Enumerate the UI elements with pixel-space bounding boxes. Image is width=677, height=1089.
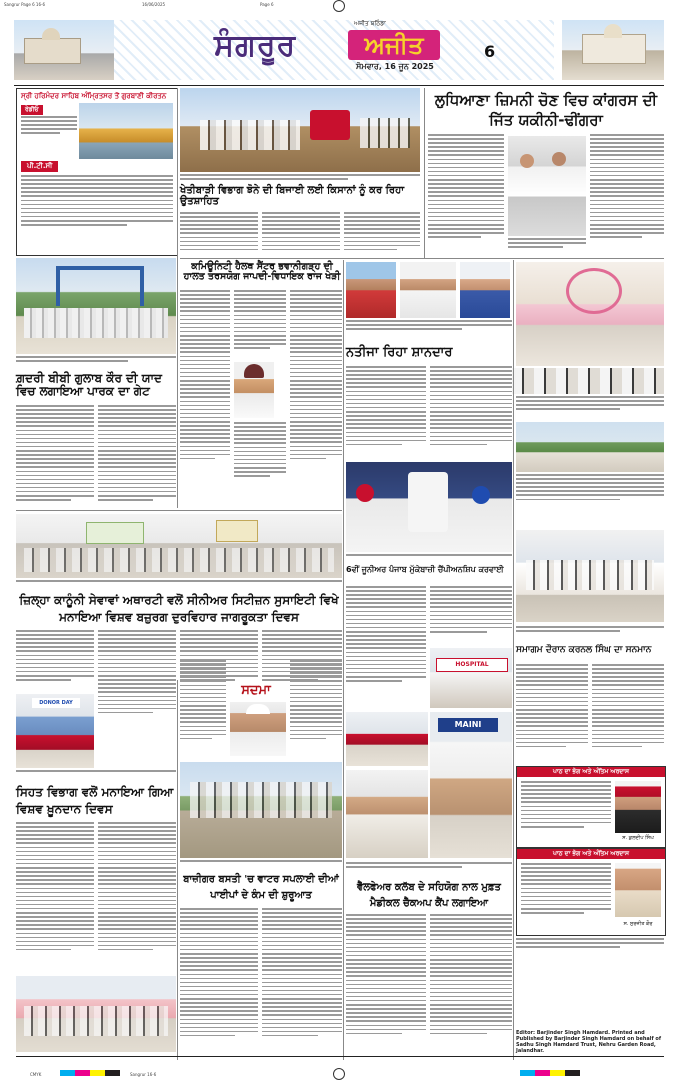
headline-sadma: ਸਦਮਾ — [241, 683, 271, 698]
print-strip-left: Sangrur Page 6 16-6 — [4, 2, 46, 7]
donor-day-banner: DONOR DAY — [32, 698, 80, 708]
registration-mark-icon — [333, 0, 345, 12]
sidebar-ad-title: ਸ੍ਰੀ ਹਰਿਮੰਦਰ ਸਾਹਿਬ ਅੰਮ੍ਰਿਤਸਰ ਤੋਂ ਗੁਰਬਾਣੀ ਕੀਰਤਨ — [21, 92, 167, 100]
golden-temple-image — [79, 103, 173, 159]
farm-caption — [180, 174, 420, 184]
medical-body-col2 — [430, 914, 512, 1054]
page-number: 6 — [484, 42, 496, 61]
column-rule-5 — [177, 680, 178, 1060]
ad-bhog-2-caption: ਸ. ਸੁਰਜੀਤ ਕੌਰ — [623, 921, 653, 927]
headline-honour: ਸਮਾਗਮ ਦੌਰਾਨ ਕਰਨਲ ਸਿੰਘ ਦਾ ਸਨਮਾਨ — [516, 645, 652, 655]
sidebar-ad — [16, 88, 178, 256]
ad-bhog-1-text — [521, 781, 611, 843]
dhingra-caption — [508, 238, 586, 258]
medical-camp-photo-3 — [430, 712, 512, 858]
sidebar-ad-tag-radio: ਰੇਡੀਓ — [21, 105, 43, 115]
dhingra-photo — [508, 136, 586, 236]
imprint: Editor: Barjinder Singh Hamdard. Printed and Published by Barjinder Singh Hamdard on behalf of Sadhu Singh Hamdard Trust, Nehru Garden Road, Jalandhar. — [516, 1030, 662, 1054]
headline-blood-donation: ਸਿਹਤ ਵਿਭਾਗ ਵਲੋਂ ਮਨਾਇਆ ਗਿਆ ਵਿਸ਼ਵ ਖ਼ੂਨਦਾਨ ਦਿਵਸ — [16, 785, 174, 816]
ad-bhog-1-title: ਪਾਠ ਦਾ ਭੋਗ ਅਤੇ ਅੰਤਿਮ ਅਰਦਾਸ — [517, 767, 665, 777]
headline-legal-authority: ਜ਼ਿਲ੍ਹਾ ਕਾਨੂੰਨੀ ਸੇਵਾਵਾਂ ਅਥਾਰਟੀ ਵਲੋਂ ਸੀਨੀਅਰ ਸਿਟੀਜ਼ਨ ਸੁਸਾਇਟੀ ਵਿਖੇ ਮਨਾਇਆ ਵਿਸ਼ਵ ਬਜ਼ੁਰਗ ਦੁਰਵਿਹਾਰ ਜਾਗਰੂਕਤਾ ਦਿਵਸ — [19, 593, 339, 624]
main-body-col3 — [590, 134, 664, 258]
masthead-title-right: ਅਜੀਤ — [348, 30, 440, 60]
headline-health-center: ਕਮਿਊਨਿਟੀ ਹੈਲਥ ਸੈਂਟਰ ਭਵਾਨੀਗੜ੍ਹ ਦੀ ਹਾਲਤ ਤਰਸਯੋਗ ਜਾਪਦੀ-ਵਿਧਾਇਕ ਰਾਜ ਖੇੜੀ — [183, 261, 341, 282]
boxing-caption — [346, 554, 512, 562]
legal-body-col2 — [98, 630, 176, 730]
student-photo-1 — [346, 262, 396, 318]
gate-caption — [16, 356, 176, 368]
masthead-left-image — [14, 20, 114, 80]
ad-bhog-2 — [516, 848, 666, 936]
print-strip-bottom — [0, 1064, 677, 1086]
row-rule-1 — [180, 258, 664, 259]
blood-bottom-photo — [16, 976, 176, 1052]
maini-banner: MAINI — [438, 718, 498, 732]
ad-bhog-1-caption: ਸ. ਕੁਲਦੀਪ ਸਿੰਘ — [622, 835, 654, 841]
registration-mark-bottom-icon — [333, 1068, 345, 1080]
water-caption — [180, 860, 342, 868]
students-caption — [346, 320, 512, 340]
sadma-right-text — [290, 660, 342, 760]
sidebar-ad-text-2 — [21, 175, 173, 251]
column-rule-1 — [177, 88, 178, 508]
ribbon-cutting-photo — [516, 262, 664, 366]
headline-medical-camp: ਵੈੱਲਫੇਅਰ ਕਲੱਬ ਦੇ ਸਹਿਯੋਗ ਨਾਲ ਮੁਫ਼ਤ ਮੈਡੀਕਲ ਚੈੱਕਅਪ ਕੈਂਪ ਲਗਾਇਆ — [357, 882, 501, 909]
ad-bhog-2-text — [521, 863, 611, 931]
medical-camp-photo-1 — [346, 712, 428, 766]
water-supply-photo — [180, 762, 342, 858]
water-body-col1 — [180, 908, 258, 1058]
farm-photo — [180, 88, 420, 172]
ceremony-caption — [516, 626, 664, 640]
outdoor-caption — [516, 474, 664, 514]
health-body-col1 — [180, 290, 230, 490]
headline-main: ਲੁਧਿਆਣਾ ਜ਼ਿਮਨੀ ਚੋਣ ਵਿਚ ਕਾਂਗਰਸ ਦੀ ਜਿੱਤ ਯਕੀਨੀ-ਢੀਂਗਰਾ — [434, 91, 658, 129]
headline-farm: ਖੇਤੀਬਾੜੀ ਵਿਭਾਗ ਝੋਨੇ ਦੀ ਬਿਜਾਈ ਲਈ ਕਿਸਾਨਾਂ ਨੂੰ ਕਰ ਰਿਹਾ ਉਤਸ਼ਾਹਿਤ — [180, 185, 405, 207]
main-body-col1 — [428, 134, 504, 258]
blood-body-col2 — [98, 822, 176, 972]
headline-boxing: 6ਵੀਂ ਜੂਨੀਅਰ ਪੰਜਾਬ ਮੁੱਕੇਬਾਜ਼ੀ ਚੈਂਪੀਅਨਸ਼ਿਪ ਕਰਵਾਈ — [346, 565, 504, 574]
boxing-body-col1 — [346, 586, 426, 700]
seminar-caption — [16, 580, 342, 586]
sidebar-ad-tag-ptc: ਪੀ.ਟੀ.ਸੀ — [21, 161, 58, 172]
masthead — [14, 18, 664, 84]
masthead-date: ਸੋਮਵਾਰ, 16 ਜੂਨ 2025 — [356, 62, 434, 71]
gate-body-col2 — [98, 405, 176, 515]
headline-water: ਬਾਜ਼ੀਗਰ ਬਸਤੀ 'ਚ ਵਾਟਰ ਸਪਲਾਈ ਦੀਆਂ ਪਾਈਪਾਂ ਦੇ ਕੰਮ ਦੀ ਸ਼ੁਰੂਆਤ — [183, 874, 339, 901]
sadma-left-text — [180, 660, 226, 760]
mla-portrait — [234, 362, 274, 418]
row-rule-2 — [16, 510, 342, 511]
medical-caption — [346, 862, 512, 876]
seminar-photo — [16, 514, 342, 578]
headline-gate: ਗ਼ਦਰੀ ਬੀਬੀ ਗੁਲਾਬ ਕੌਰ ਦੀ ਯਾਦ ਵਿਚ ਲਗਾਇਆ ਪਾਰਕ ਦਾ ਗੇਟ — [16, 371, 162, 398]
ad-bhog-1 — [516, 766, 666, 848]
result-body-col2 — [430, 366, 512, 460]
blood-body-col1 — [16, 822, 94, 972]
column-rule-4 — [513, 260, 514, 1060]
masthead-right-image — [562, 20, 664, 80]
print-strip-top — [0, 0, 677, 12]
blood-donation-photo — [16, 694, 94, 768]
masthead-title-box — [214, 20, 474, 74]
student-photo-3 — [460, 262, 510, 318]
ad-bhog-2-portrait — [615, 863, 661, 917]
color-bar-right — [520, 1070, 580, 1076]
honour-body-col1 — [516, 664, 588, 764]
ceremony-photo — [516, 530, 664, 622]
honour-body-col2 — [592, 664, 664, 764]
headline-result: ਨਤੀਜਾ ਰਿਹਾ ਸ਼ਾਨਦਾਰ — [346, 345, 453, 360]
print-strip-bottom-center: Sangrur 16-6 — [130, 1072, 157, 1077]
column-rule-2 — [424, 88, 425, 258]
farm-body-col2 — [262, 212, 340, 258]
health-body-col3 — [290, 290, 342, 490]
color-bar — [60, 1070, 120, 1076]
gate-photo — [16, 258, 176, 354]
boxing-photo — [346, 462, 512, 552]
health-body-col2 — [234, 290, 286, 360]
health-body-col2b — [234, 422, 286, 490]
print-strip-right: Page 6 — [260, 2, 274, 7]
ad-bhog-2-title: ਪਾਠ ਦਾ ਭੋਗ ਅਤੇ ਅੰਤਿਮ ਅਰਦਾਸ — [517, 849, 665, 859]
farm-body-col1 — [180, 212, 258, 258]
legal-body-col1 — [16, 630, 94, 692]
masthead-rule — [14, 85, 664, 86]
doctors-photo — [430, 648, 512, 708]
row-rule-3 — [16, 1056, 664, 1057]
outdoor-group-photo — [516, 422, 664, 472]
blood-caption — [16, 770, 176, 780]
sidebar-ad-text-1 — [21, 116, 77, 156]
boxing-body-col2 — [430, 586, 512, 644]
print-strip-date: 16/06/2025 — [142, 2, 166, 7]
medical-body-col1 — [346, 914, 426, 1054]
cutting-group-photo — [512, 368, 664, 394]
masthead-title-left: ਸੰਗਰੂਰ — [214, 28, 297, 63]
sadma-portrait — [230, 702, 286, 756]
gate-body-col1 — [16, 405, 94, 515]
water-body-col2 — [262, 908, 342, 1058]
group-caption — [516, 396, 664, 420]
masthead-small-label: ਅਜੀਤ ਬਠਿੰਡਾ — [354, 20, 386, 27]
student-photo-2 — [400, 262, 456, 318]
medical-camp-photo-2 — [346, 770, 428, 858]
hospital-banner: HOSPITAL — [436, 658, 508, 672]
imprint-block-text — [516, 938, 664, 958]
result-body-col1 — [346, 366, 426, 460]
column-rule-3 — [343, 260, 344, 1060]
farm-body-col3 — [344, 212, 420, 258]
ad-bhog-1-portrait — [615, 781, 661, 833]
print-strip-cmyk: CMYK — [30, 1072, 42, 1077]
